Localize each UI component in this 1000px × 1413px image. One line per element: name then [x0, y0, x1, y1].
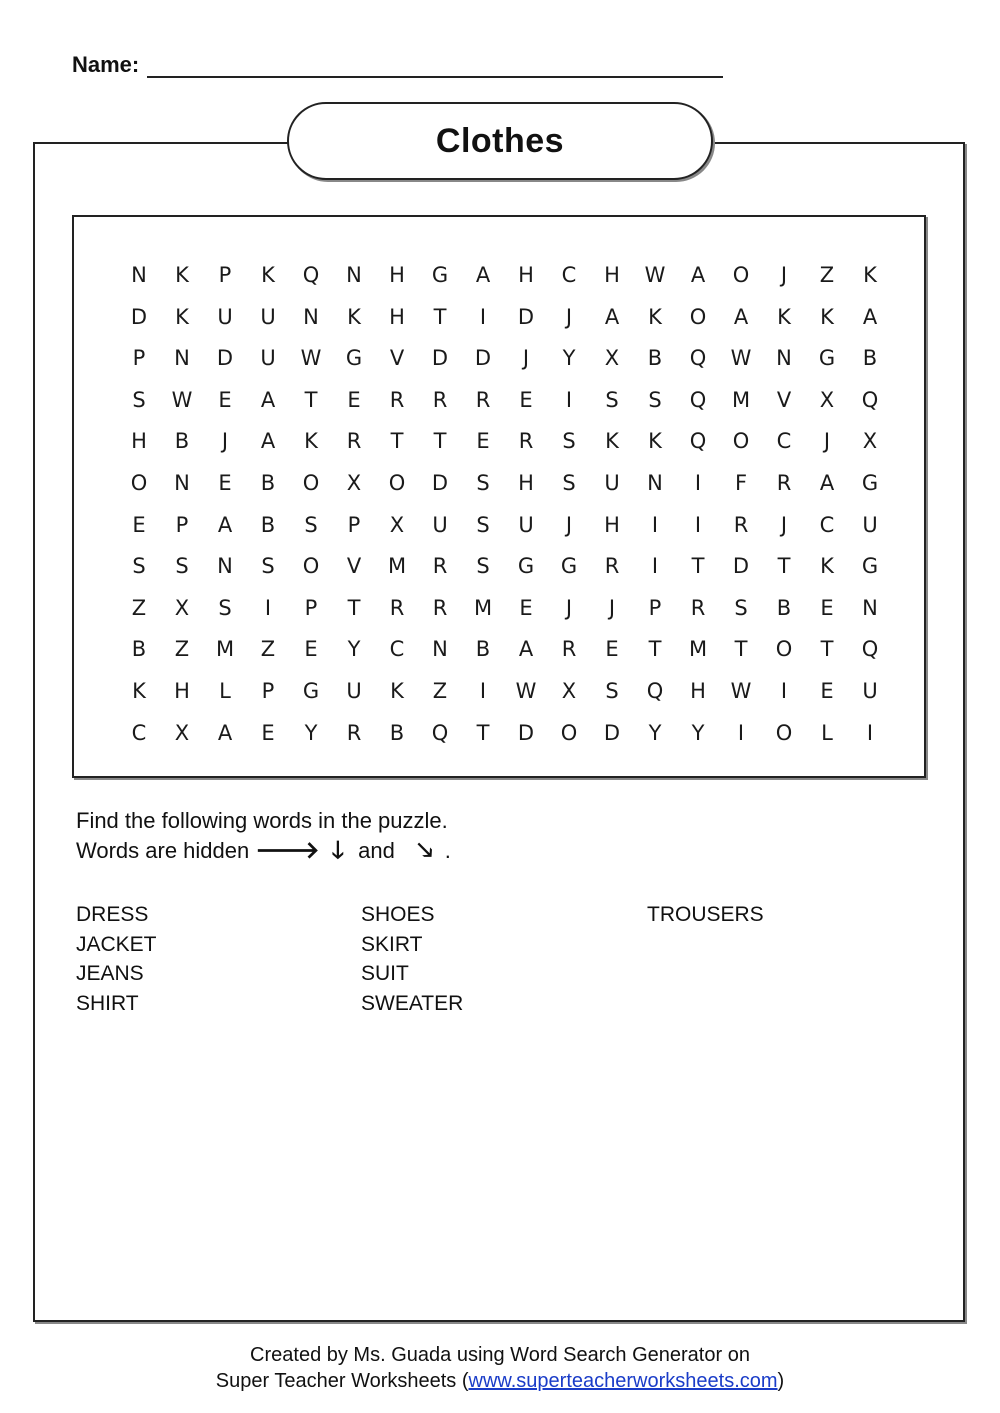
grid-letter[interactable]: S: [218, 595, 232, 620]
grid-letter[interactable]: N: [776, 346, 792, 371]
grid-letter[interactable]: O: [689, 304, 707, 329]
name-label: Name:: [72, 52, 140, 77]
grid-letter[interactable]: X: [819, 387, 835, 412]
grid-letter[interactable]: R: [561, 637, 577, 662]
grid-letter[interactable]: B: [260, 471, 276, 495]
grid-letter[interactable]: R: [690, 595, 706, 620]
grid-letter[interactable]: U: [862, 679, 878, 703]
grid-letter[interactable]: R: [432, 387, 448, 412]
word-item: SHOES: [361, 903, 435, 926]
grid-letter[interactable]: Z: [131, 595, 147, 620]
grid-letter[interactable]: T: [433, 429, 447, 454]
grid-letter[interactable]: E: [261, 720, 275, 745]
word-item: SHIRT: [76, 992, 139, 1016]
grid-letter[interactable]: I: [264, 595, 272, 620]
grid-letter[interactable]: A: [475, 263, 491, 287]
grid-letter[interactable]: Q: [302, 263, 320, 287]
footer-line-2: [0, 1368, 1000, 1394]
grid-letter[interactable]: O: [732, 263, 750, 287]
grid-letter[interactable]: Q: [861, 637, 879, 662]
grid-letter[interactable]: R: [346, 429, 362, 454]
word-column: [76, 900, 157, 1019]
grid-letter[interactable]: K: [648, 304, 662, 329]
grid-letter[interactable]: S: [132, 387, 146, 412]
grid-letter[interactable]: S: [132, 554, 146, 579]
grid-letter[interactable]: H: [131, 429, 147, 454]
grid-letter[interactable]: W: [644, 263, 666, 287]
grid-letter[interactable]: B: [131, 637, 147, 662]
grid-letter[interactable]: B: [475, 637, 491, 662]
grid-letter[interactable]: G: [861, 471, 879, 495]
grid-letter[interactable]: H: [604, 512, 620, 537]
instructions: [76, 806, 451, 866]
grid-letter[interactable]: U: [260, 346, 276, 371]
grid-letter[interactable]: E: [347, 387, 361, 412]
grid-letter[interactable]: K: [304, 429, 318, 454]
grid-letter[interactable]: K: [820, 304, 834, 329]
grid-letter[interactable]: R: [432, 554, 448, 579]
grid-letter[interactable]: X: [174, 595, 190, 620]
word-item: DRESS: [76, 903, 149, 926]
instruction-period: .: [444, 838, 451, 863]
grid-letter[interactable]: A: [604, 304, 620, 329]
instruction-line-1: Find the following words in the puzzle.: [76, 808, 448, 833]
grid-letter[interactable]: U: [518, 512, 534, 537]
grid-letter[interactable]: K: [261, 263, 275, 287]
grid-letter[interactable]: N: [303, 304, 319, 329]
grid-letter[interactable]: P: [648, 595, 662, 620]
word-column: [361, 900, 463, 1019]
grid-letter[interactable]: G: [345, 346, 363, 371]
grid-letter[interactable]: S: [605, 679, 619, 703]
grid-letter[interactable]: E: [820, 595, 834, 620]
grid-letter[interactable]: S: [648, 387, 662, 412]
grid-letter[interactable]: H: [389, 304, 405, 329]
grid-letter[interactable]: K: [347, 304, 361, 329]
grid-letter[interactable]: C: [389, 637, 405, 662]
grid-letter[interactable]: E: [218, 471, 232, 495]
grid-letter[interactable]: A: [862, 304, 878, 329]
grid-letter[interactable]: P: [132, 346, 146, 371]
grid-letter[interactable]: P: [347, 512, 361, 537]
grid-letter[interactable]: N: [174, 346, 190, 371]
word-item: TROUSERS: [647, 903, 764, 926]
grid-letter[interactable]: E: [476, 429, 490, 454]
grid-letter[interactable]: O: [302, 554, 320, 579]
grid-letter[interactable]: T: [820, 637, 834, 662]
footer-prefix: Super Teacher Worksheets (: [215, 1370, 469, 1392]
grid-letter[interactable]: U: [217, 304, 233, 329]
grid-letter[interactable]: Z: [432, 679, 448, 703]
grid-letter[interactable]: J: [780, 263, 788, 287]
grid-letter[interactable]: H: [604, 263, 620, 287]
grid-letter[interactable]: X: [862, 429, 878, 454]
grid-letter[interactable]: X: [389, 512, 405, 537]
grid-letter[interactable]: A: [260, 429, 276, 454]
grid-letter[interactable]: K: [175, 263, 189, 287]
grid-letter[interactable]: B: [389, 720, 405, 745]
word-column: [647, 900, 764, 930]
grid-letter[interactable]: Q: [431, 720, 449, 745]
grid-letter[interactable]: T: [734, 637, 748, 662]
grid-letter[interactable]: S: [304, 512, 318, 537]
grid-letter[interactable]: Y: [347, 637, 361, 662]
grid-letter[interactable]: H: [389, 263, 405, 287]
grid-letter[interactable]: X: [561, 679, 577, 703]
grid-letter[interactable]: T: [648, 637, 662, 662]
grid-letter[interactable]: B: [862, 346, 878, 371]
grid-letter[interactable]: X: [604, 346, 620, 371]
grid-letter[interactable]: K: [648, 429, 662, 454]
name-blank-line[interactable]: [147, 54, 723, 78]
grid-letter[interactable]: N: [647, 471, 663, 495]
grid-letter[interactable]: K: [820, 554, 834, 579]
grid-letter[interactable]: A: [733, 304, 749, 329]
grid-letter[interactable]: T: [433, 304, 447, 329]
grid-letter[interactable]: W: [171, 387, 193, 412]
grid-letter[interactable]: H: [174, 679, 190, 703]
grid-letter[interactable]: R: [346, 720, 362, 745]
grid-letter[interactable]: K: [132, 679, 146, 703]
grid-letter[interactable]: U: [346, 679, 362, 703]
grid-letter[interactable]: B: [174, 429, 190, 454]
grid-letter[interactable]: Q: [646, 679, 664, 703]
grid-letter[interactable]: P: [175, 512, 189, 537]
grid-letter[interactable]: K: [777, 304, 791, 329]
grid-letter[interactable]: K: [390, 679, 404, 703]
grid-letter[interactable]: R: [389, 387, 405, 412]
grid-letter[interactable]: O: [130, 471, 148, 495]
grid-letter[interactable]: R: [389, 595, 405, 620]
grid-letter[interactable]: D: [474, 346, 492, 371]
grid-letter[interactable]: R: [518, 429, 534, 454]
footer: [0, 1342, 1000, 1394]
grid-letter[interactable]: N: [346, 263, 362, 287]
grid-letter[interactable]: V: [776, 387, 792, 412]
footer-line-1: Created by Ms. Guada using Word Search Generator on: [250, 1344, 750, 1366]
grid-letter[interactable]: J: [565, 512, 573, 537]
instruction-line-2: [76, 836, 451, 866]
grid-letter[interactable]: R: [733, 512, 749, 537]
grid-letter[interactable]: O: [775, 637, 793, 662]
grid-letter[interactable]: I: [737, 720, 745, 745]
grid-letter[interactable]: R: [432, 595, 448, 620]
grid-letter[interactable]: N: [432, 637, 448, 662]
word-item: SUIT: [361, 962, 409, 986]
grid-letter[interactable]: S: [562, 471, 576, 495]
grid-letter[interactable]: G: [861, 554, 879, 579]
grid-letter[interactable]: O: [732, 429, 750, 454]
instruction-prefix: Words are hidden: [76, 838, 250, 863]
grid-letter[interactable]: K: [863, 263, 877, 287]
grid-letter[interactable]: S: [261, 554, 275, 579]
grid-letter[interactable]: P: [304, 595, 318, 620]
arrow-diagonal-icon: 🡖: [416, 837, 433, 864]
grid-letter[interactable]: M: [215, 637, 235, 662]
grid-letter[interactable]: N: [131, 263, 147, 287]
grid-letter[interactable]: M: [688, 637, 708, 662]
grid-letter[interactable]: Y: [648, 720, 662, 745]
grid-letter[interactable]: E: [304, 637, 318, 662]
grid-letter[interactable]: J: [608, 595, 616, 620]
grid-letter[interactable]: A: [217, 512, 233, 537]
word-item: JACKET: [76, 932, 157, 956]
grid-letter[interactable]: L: [821, 720, 833, 745]
grid-letter[interactable]: H: [518, 471, 534, 495]
grid-letter[interactable]: O: [560, 720, 578, 745]
grid-letter[interactable]: O: [388, 471, 406, 495]
grid-letter[interactable]: H: [690, 679, 706, 703]
grid-letter[interactable]: D: [130, 304, 148, 329]
grid-letter[interactable]: U: [862, 512, 878, 537]
grid-letter[interactable]: D: [603, 720, 621, 745]
arrow-right-icon: 🡒: [255, 837, 320, 864]
instruction-and: and: [358, 838, 395, 863]
footer-link[interactable]: www.superteacherworksheets.com: [468, 1370, 778, 1392]
grid-letter[interactable]: U: [604, 471, 620, 495]
grid-letter[interactable]: M: [473, 595, 493, 620]
grid-letter[interactable]: Z: [174, 637, 190, 662]
grid-letter[interactable]: K: [605, 429, 619, 454]
grid-letter[interactable]: O: [302, 471, 320, 495]
grid-letter[interactable]: B: [776, 595, 792, 620]
grid-letter[interactable]: Y: [304, 720, 318, 745]
grid-letter[interactable]: Q: [689, 346, 707, 371]
grid-letter[interactable]: D: [517, 720, 535, 745]
grid-letter[interactable]: N: [217, 554, 233, 579]
grid-letter[interactable]: S: [476, 554, 490, 579]
name-row: [72, 52, 723, 78]
grid-letter[interactable]: R: [475, 387, 491, 412]
arrow-down-icon: 🡓: [331, 837, 345, 864]
grid-letter[interactable]: F: [734, 471, 748, 495]
grid-letter[interactable]: J: [565, 304, 573, 329]
grid-letter[interactable]: E: [519, 595, 533, 620]
grid-letter[interactable]: A: [260, 387, 276, 412]
grid-letter[interactable]: W: [515, 679, 537, 703]
grid-letter[interactable]: G: [302, 679, 320, 703]
grid-letter[interactable]: E: [820, 679, 834, 703]
grid-letter[interactable]: G: [560, 554, 578, 579]
grid-letter[interactable]: J: [221, 429, 229, 454]
grid-letter[interactable]: C: [561, 263, 577, 287]
grid-letter[interactable]: O: [775, 720, 793, 745]
grid-letter[interactable]: X: [346, 471, 362, 495]
title-banner: [287, 102, 713, 180]
grid-letter[interactable]: T: [304, 387, 318, 412]
grid-letter[interactable]: G: [431, 263, 449, 287]
grid-letter[interactable]: E: [132, 512, 146, 537]
grid-letter[interactable]: I: [866, 720, 874, 745]
grid-letter[interactable]: T: [347, 595, 361, 620]
grid-letter[interactable]: Z: [819, 263, 835, 287]
grid-letter[interactable]: R: [604, 554, 620, 579]
grid-letter[interactable]: X: [174, 720, 190, 745]
grid-letter[interactable]: A: [518, 637, 534, 662]
grid-letter[interactable]: B: [260, 512, 276, 537]
grid-letter[interactable]: C: [131, 720, 147, 745]
grid-letter[interactable]: B: [647, 346, 663, 371]
grid-letter[interactable]: S: [175, 554, 189, 579]
grid-letter[interactable]: D: [431, 346, 449, 371]
grid-letter[interactable]: P: [261, 679, 275, 703]
grid-letter[interactable]: E: [605, 637, 619, 662]
grid-letter[interactable]: C: [819, 512, 835, 537]
grid-letter[interactable]: J: [823, 429, 831, 454]
grid-letter[interactable]: Y: [562, 346, 576, 371]
grid-letter[interactable]: S: [476, 471, 490, 495]
grid-letter[interactable]: H: [518, 263, 534, 287]
grid-letter[interactable]: I: [651, 512, 659, 537]
grid-letter[interactable]: K: [175, 304, 189, 329]
grid-letter[interactable]: S: [605, 387, 619, 412]
grid-letter[interactable]: E: [218, 387, 232, 412]
grid-letter[interactable]: D: [517, 304, 535, 329]
grid-letter[interactable]: T: [476, 720, 490, 745]
grid-letter[interactable]: N: [174, 471, 190, 495]
grid-letter[interactable]: T: [777, 554, 791, 579]
word-search-grid-box: [72, 215, 926, 778]
grid-letter[interactable]: D: [732, 554, 750, 579]
grid-letter[interactable]: I: [694, 471, 702, 495]
page-title: Clothes: [435, 121, 565, 160]
grid-letter[interactable]: S: [562, 429, 576, 454]
grid-letter[interactable]: W: [730, 346, 752, 371]
grid-letter[interactable]: N: [862, 595, 878, 620]
word-item: SWEATER: [361, 992, 464, 1016]
grid-letter[interactable]: V: [346, 554, 362, 579]
grid-letter[interactable]: M: [387, 554, 407, 579]
grid-letter[interactable]: Q: [689, 429, 707, 454]
grid-letter[interactable]: I: [694, 512, 702, 537]
grid-letter[interactable]: R: [776, 471, 792, 495]
grid-letter[interactable]: T: [390, 429, 404, 454]
grid-letter[interactable]: D: [216, 346, 234, 371]
grid-letter[interactable]: I: [479, 304, 487, 329]
grid-letter[interactable]: D: [431, 471, 449, 495]
grid-letter[interactable]: W: [300, 346, 322, 371]
grid-letter[interactable]: V: [389, 346, 405, 371]
grid-letter[interactable]: I: [780, 679, 788, 703]
grid-letter[interactable]: G: [517, 554, 535, 579]
grid-letter[interactable]: A: [217, 720, 233, 745]
grid-letter[interactable]: C: [776, 429, 792, 454]
grid-letter[interactable]: Q: [689, 387, 707, 412]
grid-letter[interactable]: U: [260, 304, 276, 329]
grid-letter[interactable]: I: [651, 554, 659, 579]
grid-letter[interactable]: J: [780, 512, 788, 537]
grid-letter[interactable]: Z: [260, 637, 276, 662]
grid-letter[interactable]: A: [690, 263, 706, 287]
grid-letter[interactable]: W: [730, 679, 752, 703]
grid-letter[interactable]: P: [218, 263, 232, 287]
grid-letter[interactable]: T: [691, 554, 705, 579]
grid-letter[interactable]: M: [731, 387, 751, 412]
word-item: SKIRT: [361, 932, 423, 956]
grid-letter[interactable]: J: [565, 595, 573, 620]
grid-letter[interactable]: A: [819, 471, 835, 495]
word-item: JEANS: [76, 962, 144, 986]
grid-letter[interactable]: S: [476, 512, 490, 537]
grid-letter[interactable]: S: [734, 595, 748, 620]
grid-letter[interactable]: U: [432, 512, 448, 537]
grid-letter[interactable]: Q: [861, 387, 879, 412]
grid-letter[interactable]: E: [519, 387, 533, 412]
grid-letter[interactable]: Y: [691, 720, 705, 745]
grid-letter[interactable]: J: [522, 346, 530, 371]
footer-suffix: ): [777, 1370, 785, 1392]
grid-letter[interactable]: G: [818, 346, 836, 371]
grid-letter[interactable]: I: [565, 387, 573, 412]
grid-letter[interactable]: L: [219, 679, 231, 703]
grid-letter[interactable]: I: [479, 679, 487, 703]
